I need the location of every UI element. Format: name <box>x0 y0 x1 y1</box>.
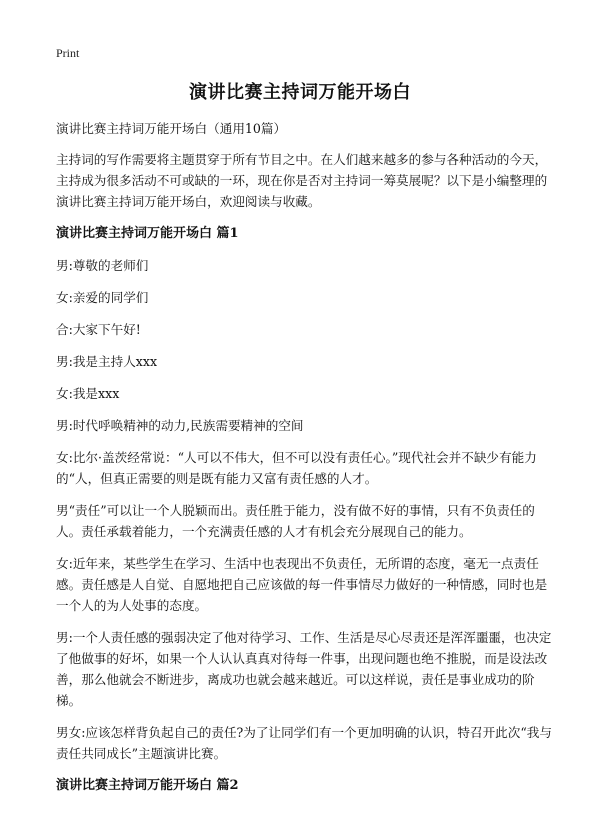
document-subtitle: 演讲比赛主持词万能开场白（通用10篇） <box>56 121 287 136</box>
dialogue-line: 女:我是xxx <box>56 386 120 401</box>
dialogue-paragraph: 女:比尔·盖茨经常说：“人可以不伟大，但不可以没有责任心。”现代社会并不缺少有能力的“人，但真正需要的则是既有能力又富有责任感的人才。 <box>56 450 537 486</box>
dialogue-paragraph: 男“责任”可以让一个人脱颖而出。责任胜于能力，没有做不好的事情，只有不负责任的人。责任承载着能力，一个充满责任感的人才有机会充分展现自己的能力。 <box>56 503 535 539</box>
section-heading-1: 演讲比赛主持词万能开场白 篇1 <box>56 226 239 241</box>
dialogue-line: 男:我是主持人xxx <box>56 354 158 369</box>
print-link[interactable]: Print <box>56 46 80 60</box>
article-body <box>56 118 552 807</box>
dialogue-line: 合:大家下午好! <box>56 322 141 337</box>
section-heading-2: 演讲比赛主持词万能开场白 篇2 <box>56 778 239 793</box>
dialogue-paragraph: 男:一个人责任感的强弱决定了他对待学习、工作、生活是尽心尽责还是浑浑噩噩，也决定了他做事的好坏，如果一个人认认真真对待每一件事，出现问题也绝不推脱，而是设法改善，那么他就会不断进步，离成功也就会越来越近。可以这样说，责任是事业成功的阶梯。 <box>56 630 552 708</box>
dialogue-paragraph: 女:近年来，某些学生在学习、生活中也表现出不负责任，无所谓的态度，毫无一点责任感。责任感是人自觉、自愿地把自己应该做的每一件事情尽力做好的一种情感，同时也是一个人的为人处事的态度。 <box>56 556 548 613</box>
page-title: 演讲比赛主持词万能开场白 <box>189 82 411 103</box>
dialogue-line: 男:尊敬的老师们 <box>56 258 149 273</box>
dialogue-paragraph: 男女:应该怎样背负起自己的责任?为了让同学们有一个更加明确的认识，特召开此次“我与责任共同成长”主题演讲比赛。 <box>56 725 552 761</box>
dialogue-line: 女:亲爱的同学们 <box>56 290 149 305</box>
dialogue-line: 男:时代呼唤精神的动力,民族需要精神的空间 <box>56 418 304 433</box>
intro-paragraph: 主持词的写作需要将主题贯穿于所有节目之中。在人们越来越多的参与各种活动的今天，主持成为很多活动不可或缺的一环，现在你是否对主持词一筹莫展呢？以下是小编整理的演讲比赛主持词万能开场白，欢迎阅读与收藏。 <box>56 152 548 209</box>
